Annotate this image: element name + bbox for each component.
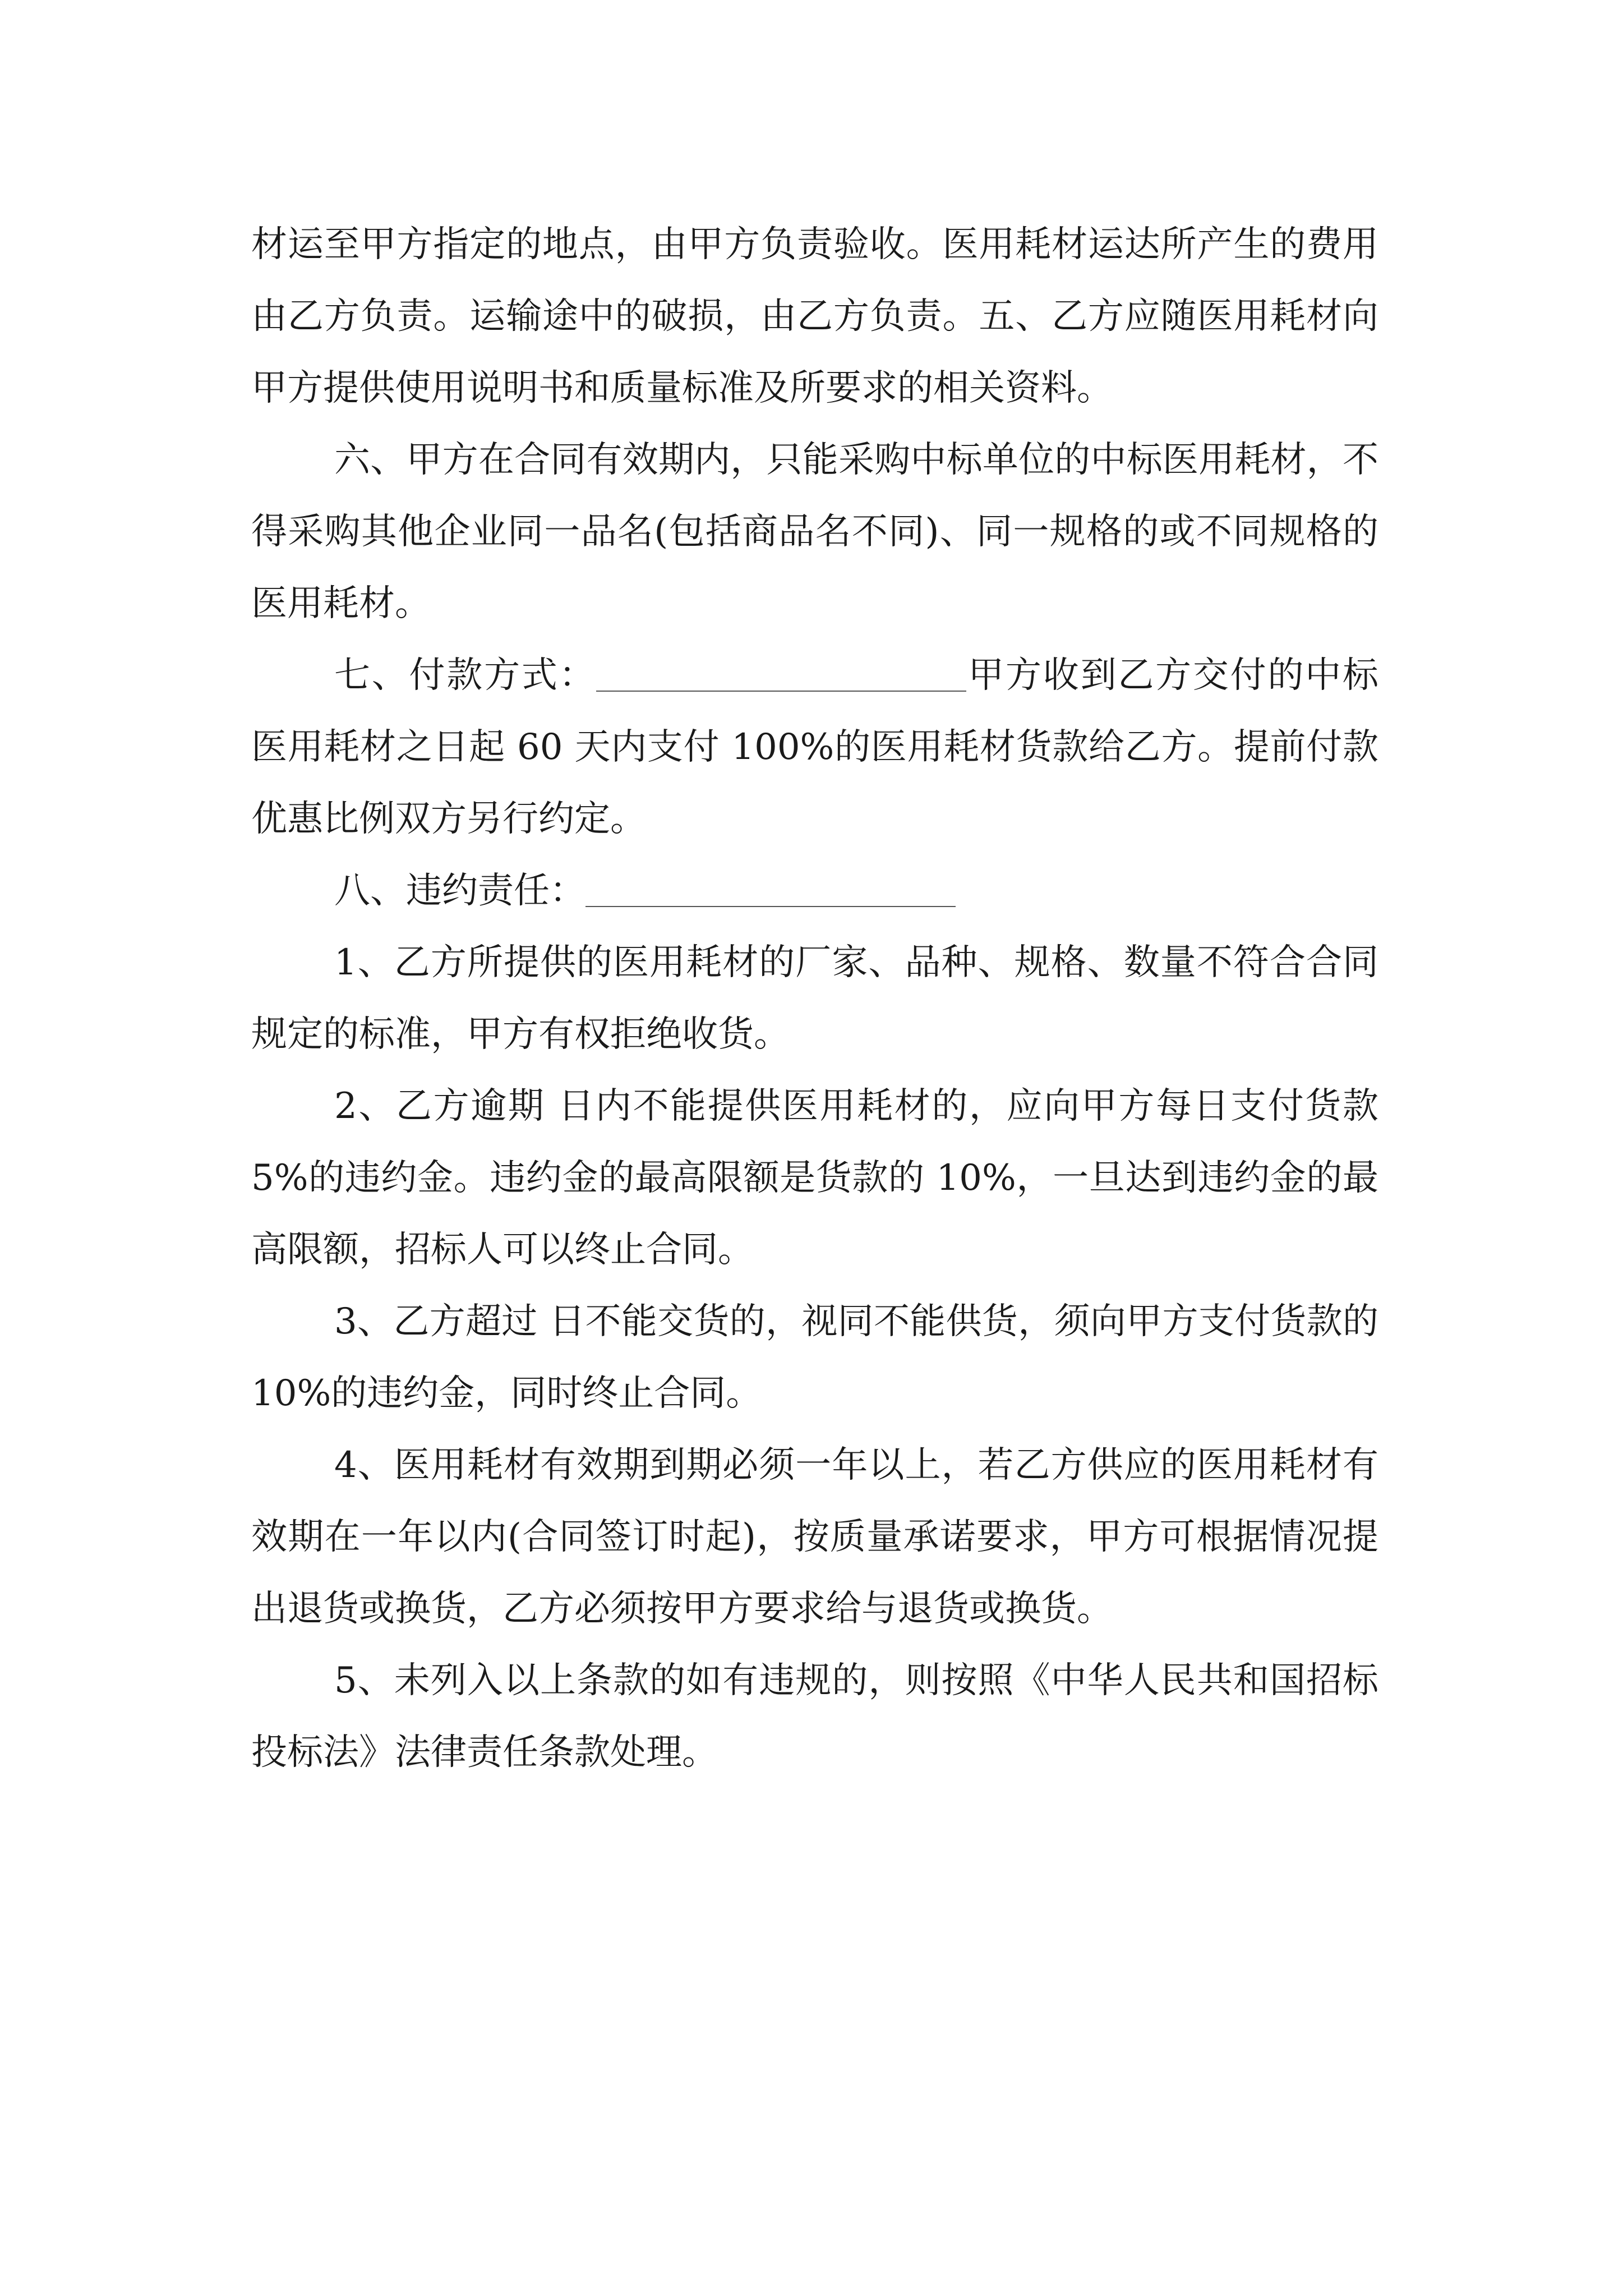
clause-6-procurement: 六、甲方在合同有效期内，只能采购中标单位的中标医用耗材，不得采购其他企业同一品名(包括商品名不同)、同一规格的或不同规格的医用耗材。 [251, 439, 1378, 624]
liability-item-2: 2、乙方逾期 日内不能提供医用耗材的，应向甲方每日支付货款 5%的违约金。违约金的最高限额是货款的 10%，一旦达到违约金的最高限额，招标人可以终止合同。 [251, 1085, 1378, 1271]
liability-item-3: 3、乙方超过 日不能交货的，视同不能供货，须向甲方支付货款的 10%的违约金，同时终止合同。 [251, 1301, 1378, 1414]
clause-7-payment [251, 639, 1378, 855]
clause-7-heading: 七、付款方式： [334, 655, 597, 696]
clause-8-heading: 八、违约责任： [334, 870, 585, 912]
liability-item-5: 5、未列入以上条款的如有违规的，则按照《中华人民共和国招标投标法》法律责任条款处理。 [251, 1660, 1378, 1773]
clause-8-liability [251, 855, 1378, 927]
payment-method-blank [596, 657, 966, 692]
liability-item-1: 1、乙方所提供的医用耗材的厂家、品种、规格、数量不符合合同规定的标准，甲方有权拒绝收货。 [251, 942, 1378, 1055]
paragraph-delivery-continued: 材运至甲方指定的地点，由甲方负责验收。医用耗材运达所产生的费用由乙方负责。运输途中的破损，由乙方负责。五、乙方应随医用耗材向甲方提供使用说明书和质量标准及所要求的相关资料。 [251, 224, 1378, 409]
clause-7-body: 甲方收到乙方交付的中标医用耗材之日起 60 天内支付 100%的医用耗材货款给乙方。提前付款优惠比例双方另行约定。 [251, 655, 1379, 840]
liability-blank [585, 872, 956, 907]
document-page [251, 209, 1378, 1788]
liability-item-4: 4、医用耗材有效期到期必须一年以上，若乙方供应的医用耗材有效期在一年以内(合同签订时起)，按质量承诺要求，甲方可根据情况提出退货或换货，乙方必须按甲方要求给与退货或换货。 [251, 1444, 1378, 1630]
